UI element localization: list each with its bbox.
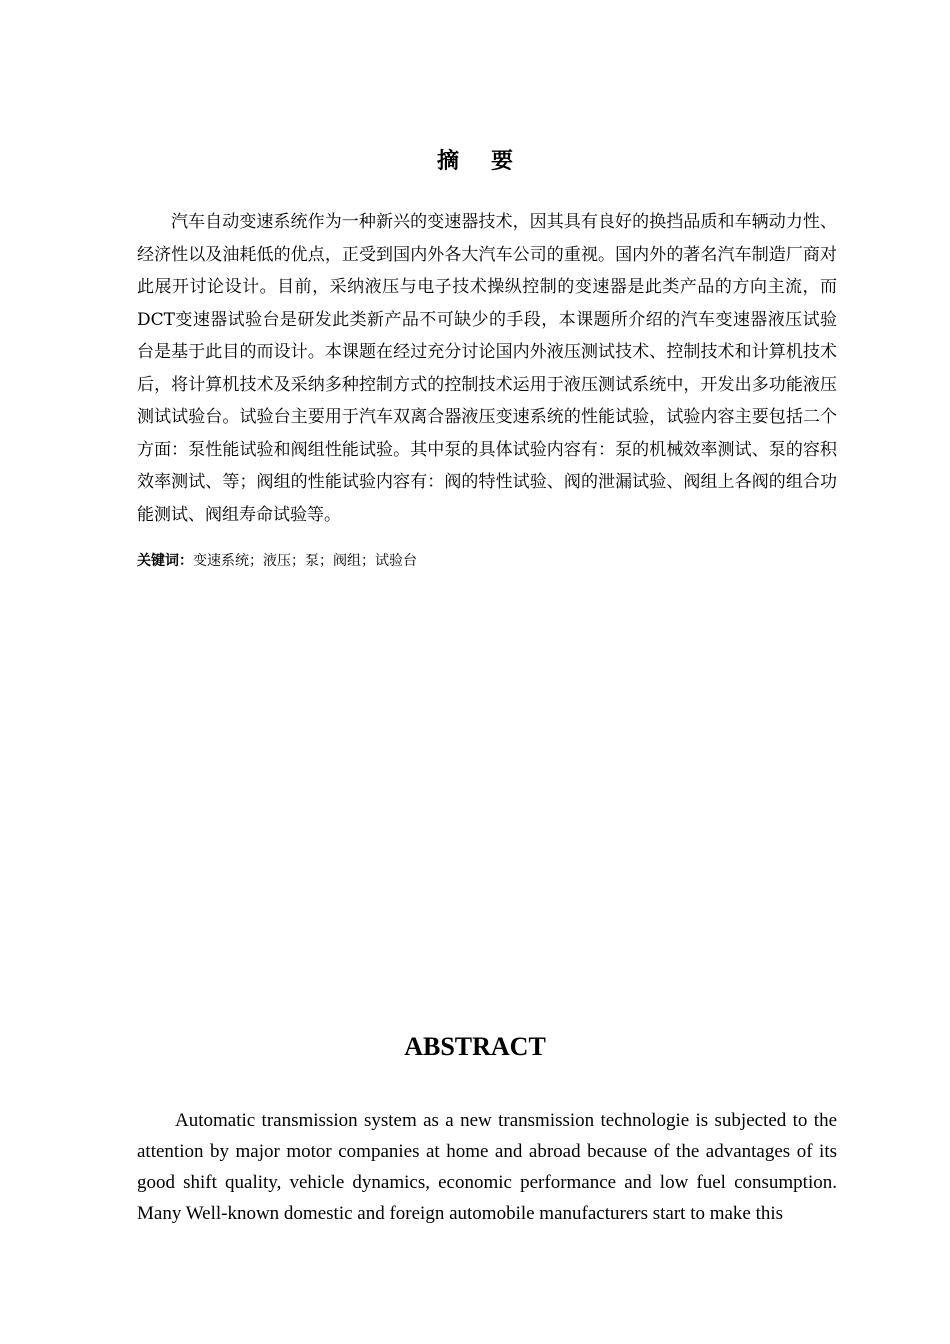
abstract-en-body: Automatic transmission system as a new transmission technologie is subjected to the attention by major motor companies at home and abroad because of the advantages of its good shift quality, vehicle dynamics, economic performance and low fuel consumption. Many Well-known domestic and foreign automobile manufacturers start to make this: [137, 1110, 837, 1224]
keywords-label: 关键词：: [137, 553, 193, 569]
keywords-text: 变速系统；液压；泵；阀组；试验台: [193, 553, 417, 569]
abstract-en-title: ABSTRACT: [404, 1032, 546, 1061]
abstract-cn-body: 汽车自动变速系统作为一种新兴的变速器技术，因其具有良好的换挡品质和车辆动力性、经济性以及油耗低的优点，正受到国内外各大汽车公司的重视。国内外的著名汽车制造厂商对此展开讨论设计。目前，采纳液压与电子技术操纵控制的变速器是此类产品的方向主流，而DCT变速器试验台是研发此类新产品不可缺少的手段，本课题所介绍的汽车变速器液压试验台是基于此目的而设计。本课题在经过充分讨论国内外液压测试技术、控制技术和计算机技术后，将计算机技术及采纳多种控制方式的控制技术运用于液压测试系统中，开发出多功能液压测试试验台。试验台主要用于汽车双离合器液压变速系统的性能试验，试验内容主要包括二个方面：泵性能试验和阀组性能试验。其中泵的具体试验内容有：泵的机械效率测试、泵的容积效率测试、等；阀组的性能试验内容有：阀的特性试验、阀的泄漏试验、阀组上各阀的组合功能测试、阀组寿命试验等。: [137, 212, 837, 525]
abstract-cn-title: 摘要: [436, 148, 545, 174]
keywords-line: [137, 550, 837, 572]
